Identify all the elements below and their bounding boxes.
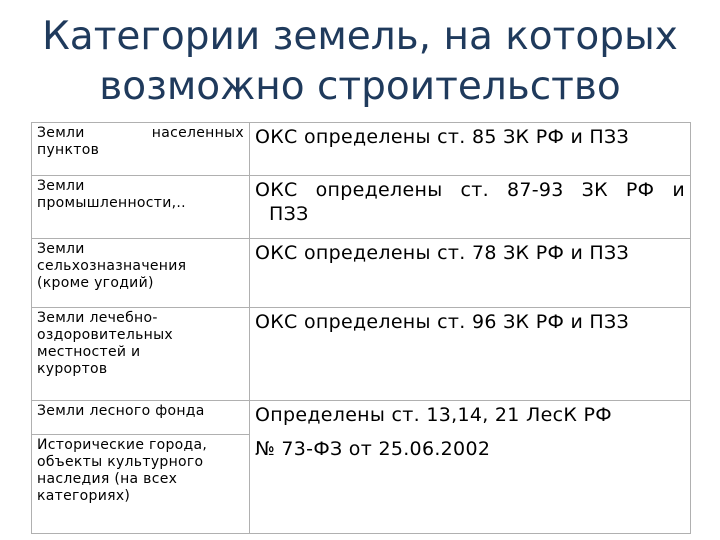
rule-text: ОКС определены ст. 85 ЗК РФ и ПЗЗ bbox=[255, 126, 629, 148]
slide-title-line-1: Категории земель, на которых bbox=[42, 14, 678, 59]
table-row bbox=[32, 435, 691, 534]
rule-cell bbox=[250, 308, 691, 401]
category-cell bbox=[32, 239, 250, 308]
category-text: Земли лесного фонда bbox=[37, 403, 205, 419]
table-row bbox=[32, 308, 691, 401]
category-text: категориях) bbox=[37, 488, 131, 504]
rule-text: ПЗЗ bbox=[269, 203, 309, 225]
category-cell bbox=[32, 176, 250, 239]
rule-cell bbox=[250, 239, 691, 308]
table-row bbox=[32, 176, 691, 239]
rule-text: ОКС определены ст. 78 ЗК РФ и ПЗЗ bbox=[255, 242, 629, 264]
rule-cell bbox=[250, 435, 691, 534]
rule-text: № 73-ФЗ от 25.06.2002 bbox=[255, 437, 491, 460]
category-text: (кроме угодий) bbox=[37, 275, 154, 291]
table-row bbox=[32, 123, 691, 176]
category-text: оздоровительных bbox=[37, 327, 174, 343]
category-cell bbox=[32, 308, 250, 401]
category-text: наследия (на всех bbox=[37, 471, 178, 487]
rule-text: ОКС определены ст. 96 ЗК РФ и ПЗЗ bbox=[255, 311, 629, 333]
rule-text: ОКС определены ст. 87-93 ЗК РФ и bbox=[255, 179, 685, 201]
slide-title-line-2: возможно строительство bbox=[99, 64, 621, 109]
category-text: курортов bbox=[37, 361, 108, 377]
category-cell bbox=[32, 401, 250, 435]
category-text: Земли bbox=[37, 178, 85, 194]
rule-cell bbox=[250, 123, 691, 176]
land-categories-table bbox=[31, 122, 691, 534]
category-text: объекты культурного bbox=[37, 454, 204, 470]
category-text: Земли населенных bbox=[37, 125, 244, 141]
rule-cell bbox=[250, 176, 691, 239]
rule-text: Определены ст. 13,14, 21 ЛесК РФ bbox=[255, 404, 612, 426]
table-row bbox=[32, 401, 691, 435]
slide-title bbox=[20, 12, 700, 112]
category-text: Земли bbox=[37, 241, 85, 257]
rule-cell bbox=[250, 401, 691, 435]
category-text: сельхозназначения bbox=[37, 258, 187, 274]
category-text: Земли лечебно- bbox=[37, 310, 158, 326]
category-text: промышленности,.. bbox=[37, 195, 186, 211]
category-cell bbox=[32, 123, 250, 176]
category-text: Исторические города, bbox=[37, 437, 208, 453]
table-row bbox=[32, 239, 691, 308]
category-cell bbox=[32, 435, 250, 534]
category-text: пунктов bbox=[37, 142, 100, 158]
category-text: местностей и bbox=[37, 344, 141, 360]
